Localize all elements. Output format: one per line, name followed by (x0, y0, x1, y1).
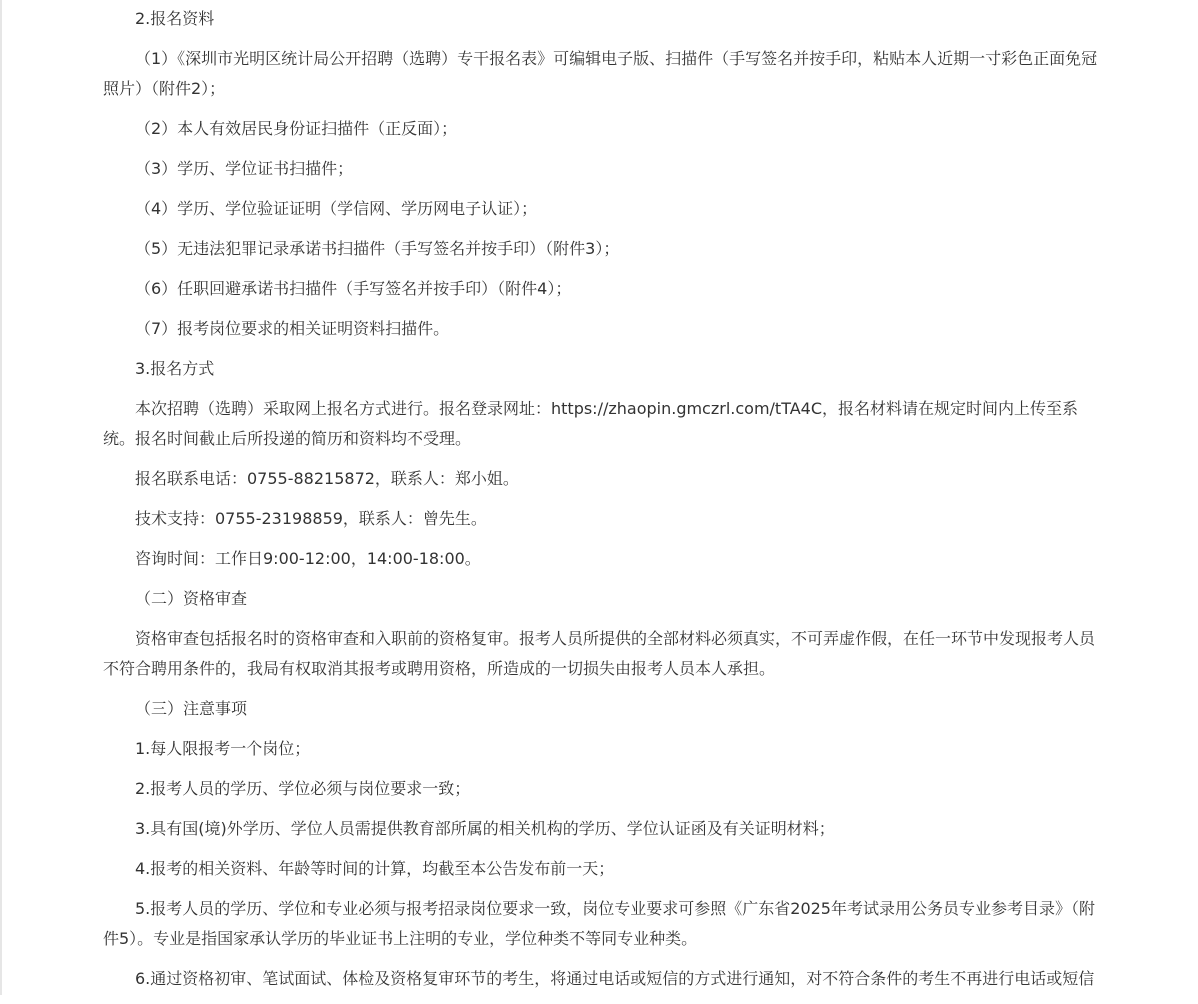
qualification-review-paragraph: 资格审查包括报名时的资格审查和入职前的资格复审。报考人员所提供的全部材料必须真实，不可弄虚作假，在任一环节中发现报考人员不符合聘用条件的，我局有权取消其报考或聘用资格，所造成的一切损失由报考人员本人承担。 (103, 629, 1096, 678)
section-heading-registration-method: 3.报名方式 (135, 359, 215, 378)
section-heading-qualification-review: （二）资格审查 (135, 589, 248, 608)
article-body (103, 4, 1103, 1004)
section-heading-notes: （三）注意事项 (135, 699, 248, 718)
section-heading-registration-materials: 2.报名资料 (135, 9, 215, 28)
list-item: （5）无违法犯罪记录承诺书扫描件（手写签名并按手印）（附件3）； (135, 239, 620, 258)
list-item: 3.具有国(境)外学历、学位人员需提供教育部所属的相关机构的学历、学位认证函及有关证明材料； (135, 819, 835, 838)
list-item: 5.报考人员的学历、学位和专业必须与报考招录岗位要求一致，岗位专业要求可参照《广东省2025年考试录用公务员专业参考目录》（附件5）。专业是指国家承认学历的毕业证书上注明的专业，学位种类不等同专业种类。 (103, 899, 1095, 948)
list-item: 4.报考的相关资料、年龄等时间的计算，均截至本公告发布前一天； (135, 859, 615, 878)
contact-phone: 报名联系电话：0755-88215872，联系人：郑小姐。 (135, 469, 519, 488)
list-item: 6.通过资格初审、笔试面试、体检及资格复审环节的考生，将通过电话或短信的方式进行通知，对不符合条件的考生不再进行电话或短信 (135, 969, 1095, 988)
consult-hours: 咨询时间：工作日9:00-12:00，14:00-18:00。 (135, 549, 481, 568)
list-item: （4）学历、学位验证证明（学信网、学历网电子认证）； (135, 199, 538, 218)
list-item: （1）《深圳市光明区统计局公开招聘（选聘）专干报名表》可编辑电子版、扫描件（手写签名并按手印，粘贴本人近期一寸彩色正面免冠照片）（附件2）； (103, 49, 1098, 98)
list-item: （7）报考岗位要求的相关证明资料扫描件。 (135, 319, 450, 338)
tech-support-phone: 技术支持：0755-23198859，联系人：曾先生。 (135, 509, 487, 528)
registration-url-paragraph: 本次招聘（选聘）采取网上报名方式进行。报名登录网址：https://zhaopin.gmczrl.com/tTA4C，报名材料请在规定时间内上传至系统。报名时间截止后所投递的简历和资料均不受理。 (103, 399, 1079, 448)
list-item: 2.报考人员的学历、学位必须与岗位要求一致； (135, 779, 471, 798)
list-item: （6）任职回避承诺书扫描件（手写签名并按手印）（附件4）； (135, 279, 572, 298)
list-item: 1.每人限报考一个岗位； (135, 739, 311, 758)
page-left-border (0, 0, 2, 995)
list-item: （2）本人有效居民身份证扫描件（正反面）； (135, 119, 458, 138)
list-item: （3）学历、学位证书扫描件； (135, 159, 354, 178)
